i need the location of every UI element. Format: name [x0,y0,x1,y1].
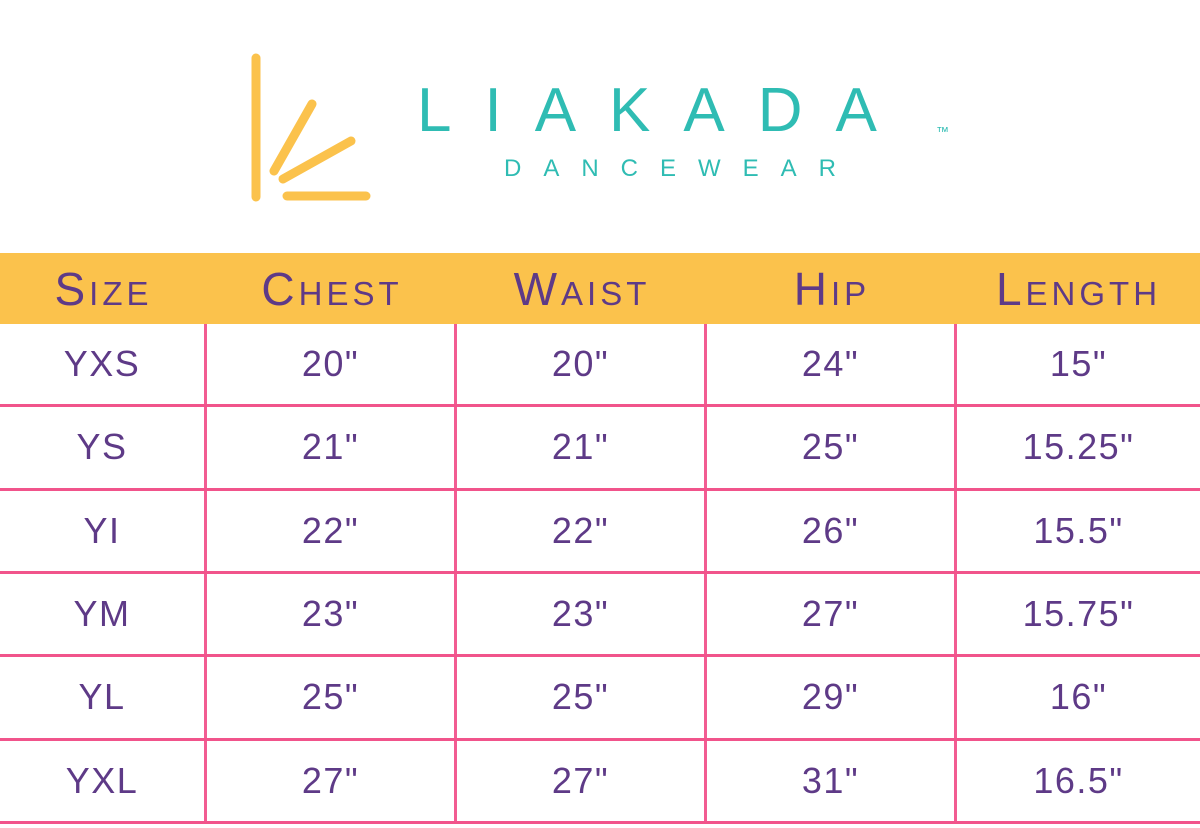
waist-cell: 21" [457,407,707,487]
table-row-yxs [0,324,1200,407]
column-header-label: CHEST [261,262,403,315]
chest-cell: 25" [207,657,457,737]
size-cell: YXS [0,324,207,404]
column-header-hip [707,253,957,324]
length-cell: 15.5" [1033,509,1124,551]
size-chart-body [0,324,1200,824]
chest-cell: 23" [207,574,457,654]
waist-cell: 22" [457,491,707,571]
table-row-ys [0,407,1200,490]
size-cell: YI [0,491,207,571]
size-chart-header-row [0,253,1200,324]
column-header-label: SIZE [54,262,153,315]
chest-cell: 20" [207,324,457,404]
size-cell: YM [0,574,207,654]
waist-cell: 23" [457,574,707,654]
hip-cell: 26" [707,491,957,571]
hip-cell: 25" [707,407,957,487]
column-header-label: WAIST [513,262,651,315]
brand-name: LIAKADA [417,76,910,145]
column-header-label: LENGTH [995,262,1162,315]
waist-cell: 27" [457,741,707,821]
hip-cell: 27" [707,574,957,654]
length-cell: 16.5" [1033,759,1124,801]
waist-cell: 20" [457,324,707,404]
size-cell: YL [0,657,207,737]
sunburst-rays-icon [245,50,377,206]
length-cell: 15.75" [1022,593,1135,635]
hip-cell: 24" [707,324,957,404]
chest-cell: 21" [207,407,457,487]
column-header-chest [207,253,457,324]
chest-cell: 27" [207,741,457,821]
table-row-ym [0,574,1200,657]
column-header-length [957,253,1200,324]
size-cell: YS [0,407,207,487]
hip-cell: 31" [707,741,957,821]
table-row-yxl [0,741,1200,824]
table-row-yl [0,657,1200,740]
column-header-size [0,253,207,324]
length-cell: 15.25" [1022,426,1135,468]
column-header-waist [457,253,707,324]
size-cell: YXL [0,741,207,821]
table-row-yi [0,491,1200,574]
length-cell: 16" [1049,676,1108,718]
length-cell: 15" [1049,343,1108,385]
hip-cell: 29" [707,657,957,737]
chest-cell: 22" [207,491,457,571]
trademark-symbol: ™ [936,124,949,139]
column-header-label: HIP [793,262,871,315]
brand-subtitle: DANCEWEAR [504,155,859,182]
waist-cell: 25" [457,657,707,737]
